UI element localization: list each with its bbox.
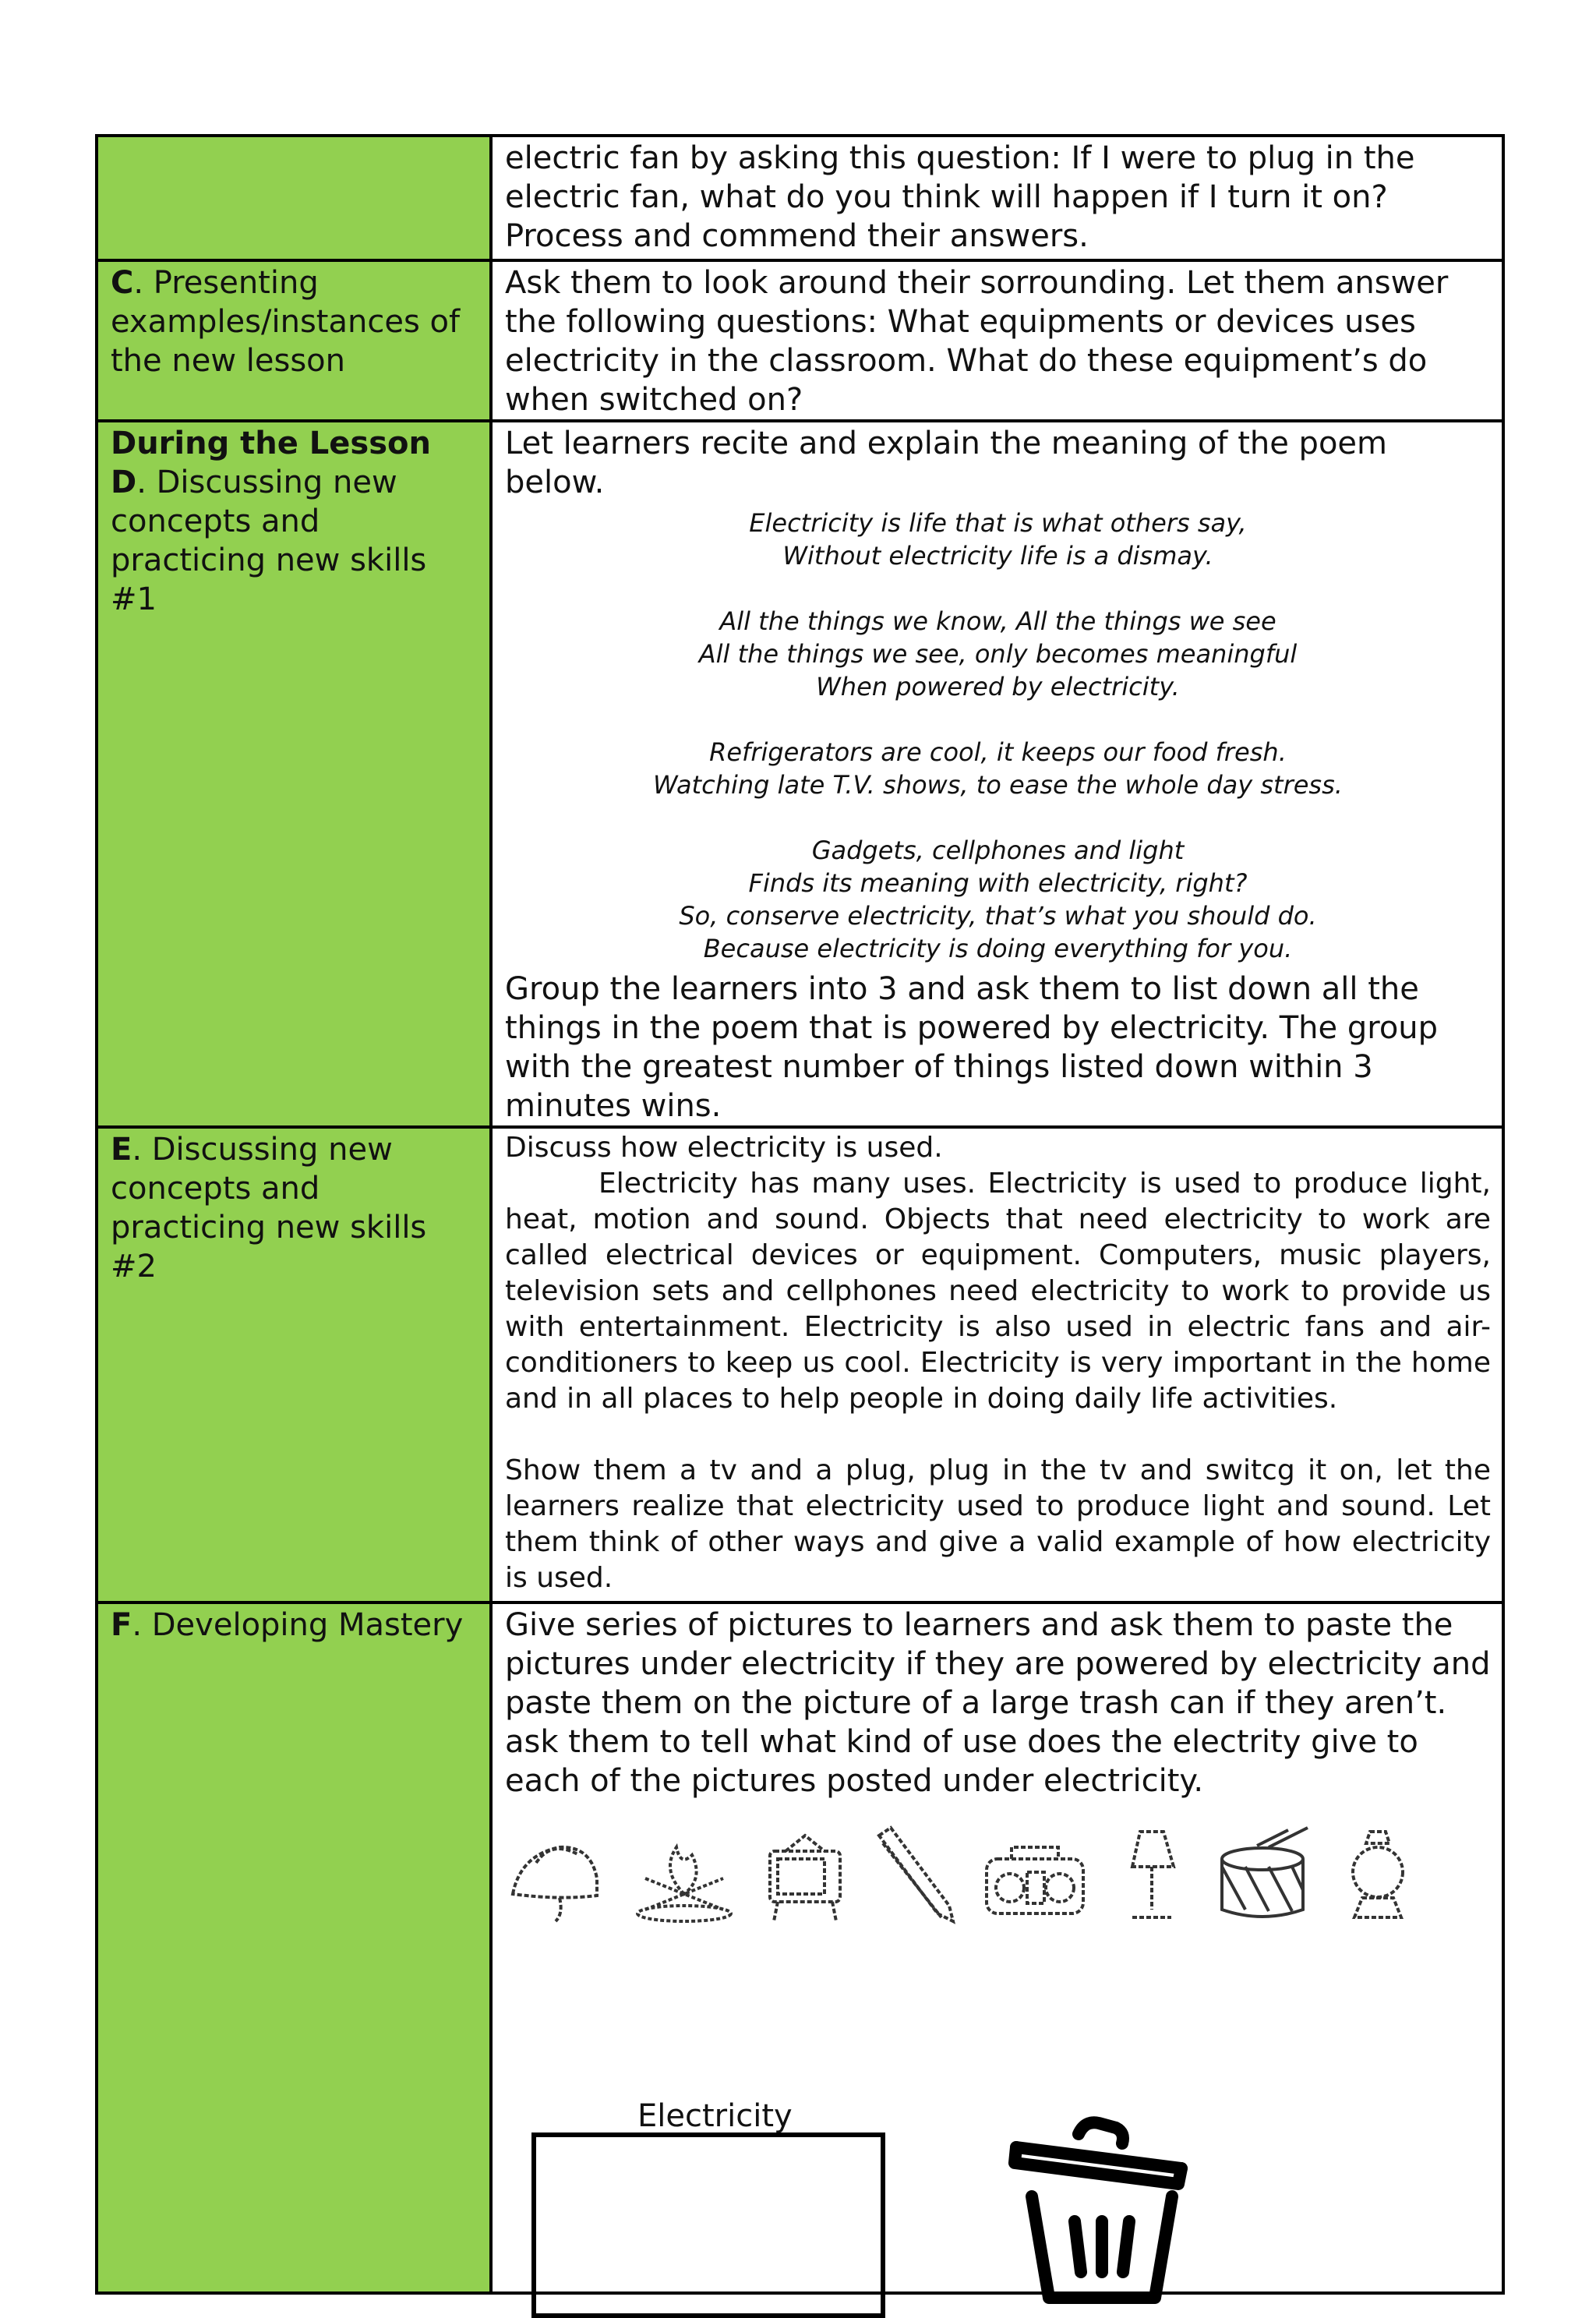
table-row bbox=[97, 260, 1503, 421]
row-content: electric fan by asking this question: If I were to plug in the electric fan, what do you think will happen if I turn it on? Process and commend their answers. bbox=[505, 140, 1415, 254]
electricity-box-label: Electricity bbox=[637, 2098, 793, 2134]
row-label-cell bbox=[97, 421, 491, 1127]
row-label: . Discussing new concepts and practicing new skills #2 bbox=[111, 1132, 427, 1284]
drum-icon bbox=[1214, 1824, 1315, 1925]
poem-line: Without electricity life is a dismay. bbox=[782, 541, 1213, 571]
mastery-instructions: Give series of pictures to learners and ask them to paste the pictures under electricity if they are powered by electricity and paste them on the picture of a large trash can if they aren’t. ask them to tell what kind of use does the electrity give to each of the pictures posted under electricity. bbox=[505, 1607, 1491, 1799]
poem-line: So, conserve electricity, that’s what you should do. bbox=[679, 901, 1317, 931]
row-content-cell bbox=[491, 1602, 1503, 2293]
poem-line: Electricity is life that is what others say, bbox=[749, 508, 1247, 538]
poem-line: Finds its meaning with electricity, right? bbox=[748, 868, 1248, 898]
row-letter: E bbox=[111, 1132, 132, 1168]
row-label: . Presenting examples/instances of the new lesson bbox=[111, 265, 461, 379]
row-content-cell bbox=[491, 421, 1503, 1127]
poem-line: Gadgets, cellphones and light bbox=[811, 836, 1185, 865]
table-row bbox=[97, 421, 1503, 1127]
row-content-cell bbox=[491, 260, 1503, 421]
pencil-icon bbox=[871, 1824, 957, 1925]
row-letter: D bbox=[111, 465, 137, 500]
row-label: . Developing Mastery bbox=[132, 1607, 464, 1643]
row-label-cell bbox=[97, 1127, 491, 1602]
lesson-plan-table bbox=[95, 134, 1505, 2295]
discussion-intro: Discuss how electricity is used. bbox=[505, 1132, 943, 1164]
demo-paragraph: Show them a tv and a plug, plug in the tv and switcg it on, let the learners realize that electricity used to produce light and sound. Let them think of other ways and give a valid example of how electricity is used. bbox=[505, 1454, 1491, 1594]
radio-icon bbox=[980, 1824, 1089, 1925]
picture-strip bbox=[505, 1816, 1491, 1925]
table-row bbox=[97, 1602, 1503, 2293]
electricity-box bbox=[531, 2132, 885, 2318]
poem bbox=[505, 507, 1491, 965]
poem-intro: Let learners recite and explain the meaning of the poem below. bbox=[505, 426, 1387, 500]
poem-line: All the things we know, All the things we see bbox=[719, 606, 1276, 636]
row-content: Ask them to look around their sorrounding. Let them answer the following questions: What equipments or devices uses electricity in the classroom. What do these equipment’s do when switched on? bbox=[505, 265, 1449, 418]
row-content-cell bbox=[491, 1127, 1503, 1602]
row-letter: F bbox=[111, 1607, 132, 1643]
sorting-area bbox=[505, 1925, 1491, 2291]
campfire-icon bbox=[630, 1824, 739, 1925]
group-activity: Group the learners into 3 and ask them to list down all the things in the poem that is powered by electricity. The group with the greatest number of things listed down within 3 minutes wins. bbox=[505, 971, 1439, 1124]
row-label: . Discussing new concepts and practicing new skills #1 bbox=[111, 465, 427, 617]
poem-line: When powered by electricity. bbox=[816, 672, 1180, 701]
row-label-cell bbox=[97, 260, 491, 421]
poem-line: All the things we see, only becomes meaningful bbox=[698, 639, 1298, 669]
television-icon bbox=[762, 1824, 848, 1925]
table-row bbox=[97, 1127, 1503, 1602]
row-content-cell bbox=[491, 136, 1503, 260]
discussion-paragraph: Electricity has many uses. Electricity is used to produce light, heat, motion and sound. Objects that need electricity to work are called electrical devices or equipment. Computers, music players, television sets and cellphones need electricity to work to provide us with entertainment. Electricity is also used in electric fans and air- conditioners to keep us cool. Electricity is very important in the home and in all places to help people in doing daily life activities. bbox=[505, 1168, 1491, 1415]
row-letter: C bbox=[111, 265, 134, 301]
poem-line: Because electricity is doing everything for you. bbox=[703, 934, 1293, 963]
iron-icon bbox=[505, 1824, 606, 1925]
row-label-cell bbox=[97, 136, 491, 260]
poem-line: Refrigerators are cool, it keeps our food fresh. bbox=[709, 737, 1287, 767]
table-row bbox=[97, 136, 1503, 260]
trash-can-icon bbox=[1001, 2112, 1203, 2315]
row-label-cell bbox=[97, 1602, 491, 2293]
poem-line: Watching late T.V. shows, to ease the whole day stress. bbox=[653, 770, 1343, 800]
lantern-icon bbox=[1339, 1824, 1417, 1925]
lamp-icon bbox=[1113, 1824, 1191, 1925]
section-heading: During the Lesson bbox=[111, 426, 431, 461]
